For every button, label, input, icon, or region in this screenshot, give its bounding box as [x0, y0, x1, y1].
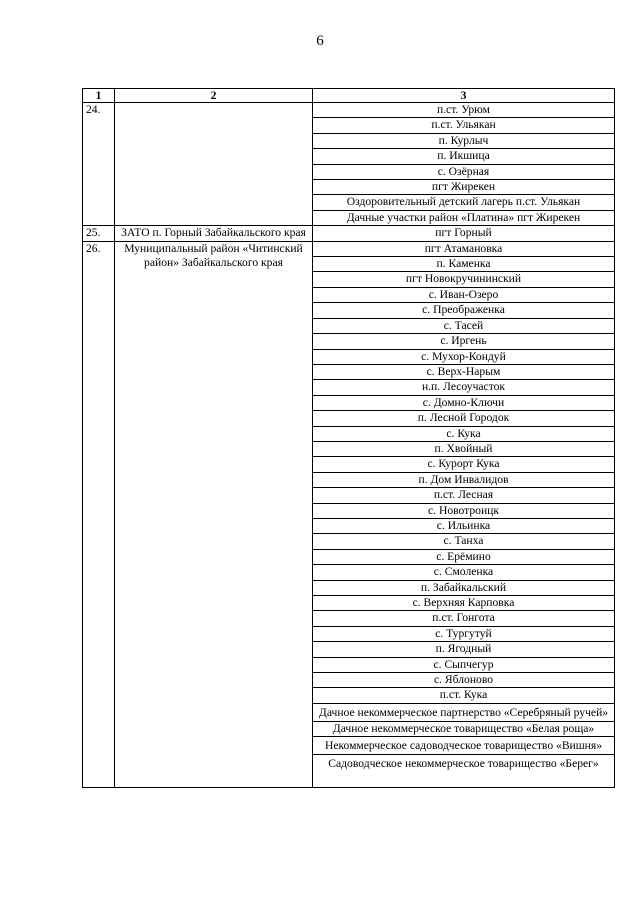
settlement-cell: пгт Горный: [313, 226, 615, 241]
settlement-cell: п.ст. Кука: [313, 688, 615, 703]
settlement-cell: с. Верхняя Карповка: [313, 596, 615, 611]
settlement-cell: п. Ягодный: [313, 642, 615, 657]
district-cell: [115, 103, 313, 226]
settlement-cell: н.п. Лесоучасток: [313, 380, 615, 395]
settlement-cell: с. Мухор-Кондуй: [313, 349, 615, 364]
settlement-cell: Садоводческое некоммерческое товарищество «Берег»: [313, 755, 615, 788]
table-row: [83, 241, 615, 256]
table-body: [83, 89, 615, 788]
settlement-cell: Оздоровительный детский лагерь п.ст. Ульякан: [313, 195, 615, 210]
settlement-cell: с. Курорт Кука: [313, 457, 615, 472]
header-cell-1: 1: [83, 89, 115, 103]
settlement-cell: п.ст. Урюм: [313, 103, 615, 118]
settlement-cell: с. Иргень: [313, 334, 615, 349]
settlement-cell: с. Смоленка: [313, 565, 615, 580]
settlement-cell: с. Ерёмино: [313, 549, 615, 564]
settlement-cell: с. Озёрная: [313, 164, 615, 179]
district-cell: ЗАТО п. Горный Забайкальского края: [115, 226, 313, 241]
settlement-cell: п.ст. Лесная: [313, 488, 615, 503]
settlement-cell: с. Кука: [313, 426, 615, 441]
settlement-cell: п. Дом Инвалидов: [313, 472, 615, 487]
settlement-cell: Дачные участки район «Платина» пгт Жирекен: [313, 210, 615, 225]
page-number: 6: [316, 33, 324, 49]
settlement-cell: пгт Жирекен: [313, 180, 615, 195]
settlement-cell: с. Ильинка: [313, 518, 615, 533]
table-row: [83, 226, 615, 241]
settlement-cell: с. Верх-Нарым: [313, 364, 615, 379]
header-cell-3: 3: [313, 89, 615, 103]
settlement-cell: Дачное некоммерческое товарищество «Белая роща»: [313, 721, 615, 736]
settlement-cell: п. Каменка: [313, 257, 615, 272]
settlement-cell: п. Курлыч: [313, 133, 615, 148]
settlement-cell: с. Танха: [313, 534, 615, 549]
table-row: [83, 103, 615, 118]
settlement-cell: с. Домно-Ключи: [313, 395, 615, 410]
settlement-cell: с. Сыпчегур: [313, 657, 615, 672]
row-number-cell: 24.: [83, 103, 115, 226]
settlement-cell: пгт Новокручининский: [313, 272, 615, 287]
settlement-cell: п.ст. Гонгота: [313, 611, 615, 626]
settlement-cell: с. Преображенка: [313, 303, 615, 318]
row-number-cell: 25.: [83, 226, 115, 241]
settlement-cell: Дачное некоммерческое партнерство «Серебряный ручей»: [313, 703, 615, 721]
settlement-cell: с. Тургутуй: [313, 626, 615, 641]
settlement-cell: с. Тасей: [313, 318, 615, 333]
settlement-cell: п. Забайкальский: [313, 580, 615, 595]
settlement-cell: с. Яблоново: [313, 673, 615, 688]
row-number-cell: 26.: [83, 241, 115, 788]
settlement-cell: п.ст. Ульякан: [313, 118, 615, 133]
header-cell-2: 2: [115, 89, 313, 103]
settlement-cell: Некоммерческое садоводческое товарищество «Вишня»: [313, 737, 615, 755]
settlement-cell: с. Иван-Озеро: [313, 287, 615, 302]
settlement-cell: с. Новотроицк: [313, 503, 615, 518]
settlement-cell: п. Лесной Городок: [313, 411, 615, 426]
settlement-cell: п. Хвойный: [313, 441, 615, 456]
settlement-cell: п. Икшица: [313, 149, 615, 164]
table-header-row: [83, 89, 615, 103]
district-cell: Муниципальный район «Читинский район» Забайкальского края: [115, 241, 313, 788]
settlements-table: [82, 88, 615, 788]
settlement-cell: пгт Атамановка: [313, 241, 615, 256]
